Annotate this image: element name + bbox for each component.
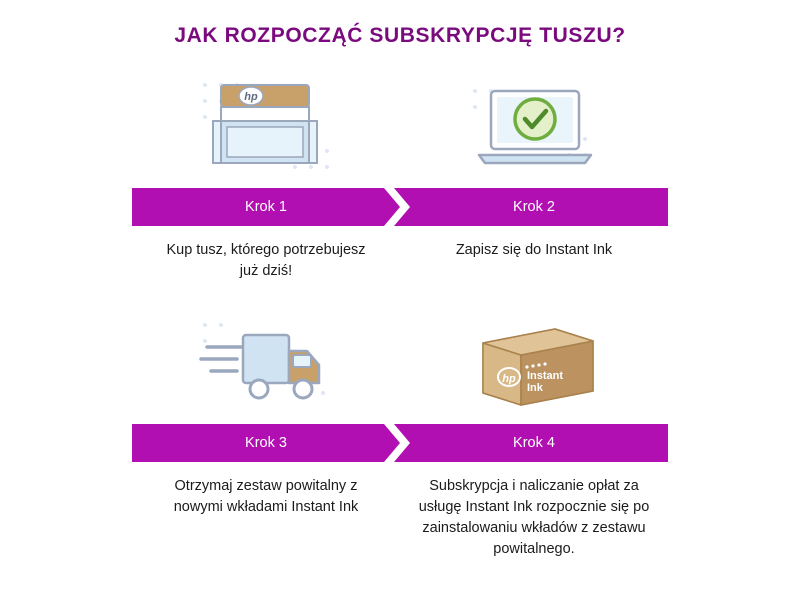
step-label-2: Krok 2 (513, 199, 555, 215)
ink-cartridge-icon (191, 71, 341, 186)
steps-grid (132, 68, 668, 560)
illustration-cell-step2 (400, 68, 668, 188)
step-bar-row-2 (132, 424, 668, 462)
illustration-cell-step3 (132, 304, 400, 424)
instant-ink-box-icon (459, 307, 609, 422)
svg-text:Ink: Ink (527, 381, 543, 394)
svg-text:hp: hp (244, 90, 258, 103)
step-caption-1: Kup tusz, którego potrzebujesz już dziś! (166, 242, 366, 280)
step-bar-1 (132, 188, 400, 226)
step-label-4: Krok 4 (513, 435, 555, 452)
illustration-row-2 (132, 304, 668, 424)
illustration-row-1 (132, 68, 668, 188)
step-bar-4 (400, 424, 668, 462)
illustration-cell-step1 (132, 68, 400, 188)
laptop-checkmark-icon (459, 71, 609, 186)
caption-row-2 (132, 462, 668, 560)
delivery-truck-icon (191, 307, 341, 422)
step-caption-3: Otrzymaj zestaw powitalny z nowymi wkładami Instant Ink (173, 478, 359, 516)
illustration-cell-step4 (400, 304, 668, 424)
page-title: JAK ROZPOCZĄĆ SUBSKRYPCJĘ TUSZU? (174, 24, 626, 47)
step-caption-2: Zapisz się do Instant Ink (455, 242, 613, 258)
svg-text:hp: hp (502, 372, 516, 385)
step-label-1: Krok 1 (245, 199, 287, 215)
step-bar-row-1 (132, 188, 668, 226)
svg-text:Instant: Instant (527, 369, 564, 382)
step-bar-2 (400, 188, 668, 226)
step-bar-3 (132, 424, 400, 462)
caption-row-1 (132, 226, 668, 282)
step-label-3: Krok 3 (245, 435, 287, 452)
step-caption-4: Subskrypcja i naliczanie opłat za usługę Instant Ink rozpocznie się po zainstalowaniu wkładów z zestawu powitalnego. (418, 478, 650, 558)
